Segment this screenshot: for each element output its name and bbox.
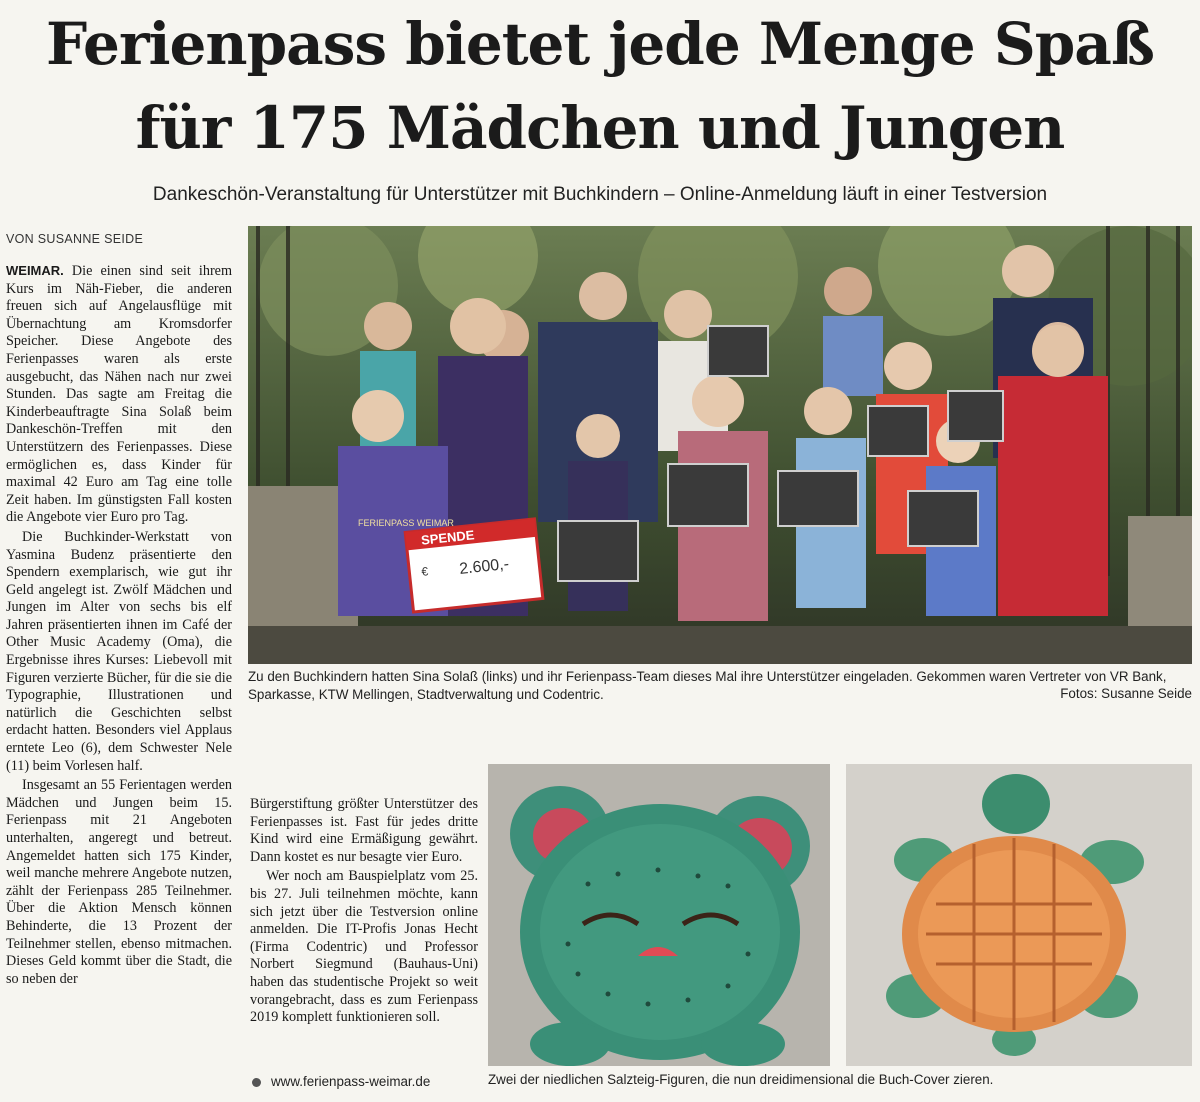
check-amount: 2.600,- (458, 555, 510, 578)
group-photo-illustration (248, 226, 1192, 664)
paragraph-text: Die einen sind seit ihrem Kurs im Näh-Fieber, die anderen freuen sich auf Angelausflüge mit Übernachtung am Kromsdorfer Speicher. Diese Angebote des Ferienpasses waren als erste ausgebucht, das Nähen nach nur zwei Stunden. Das sagte am Freitag die Kinderbeauftragte Sina Solaß beim Dankeschön-Treffen mit den Unterstützern des Ferienpasses. Diese ermöglichen es, dass Kinder für maximal 42 Euro am Tag eine tolle Zeit haben. Im günstigsten Fall kosten die Angebote vier Euro pro Tag. (6, 263, 233, 526)
photo-credit: Fotos: Susanne Seide (1060, 686, 1192, 701)
paragraph: Die Buchkinder-Werkstatt von Yasmina Budenz präsentierte den Spendern exemplarisch, wie gut ihr Geld angelegt ist. Zwölf Mädchen und Jungen im Alter von sechs bis elf Jahren präsentierten ihnen im Café der Other Music Academy (Oma), die Ergebnisse ihres Kurses: Liebevoll mit Figuren verzierte Bücher, für die sie die Typographie, Illustrationen und natürlich die Geschichten selbst erdacht hatten. Besonders viel Applaus erntete Leo (6), dem Schwester Nele (11) beim Vorlesen half. (6, 528, 232, 774)
turtle-figure-photo (846, 764, 1192, 1066)
article-column-2 (250, 796, 478, 1029)
dateline: WEIMAR. (6, 263, 64, 278)
headline-line-1: Ferienpass bietet jede Menge Spaß (46, 10, 1154, 78)
group-photo (248, 226, 1192, 664)
paragraph: Bürgerstiftung größter Unterstützer des Ferienpasses ist. Fast für jedes dritte Kind wird eine Ermäßigung gewährt. Dann kostet es nur besagte vier Euro. (250, 796, 478, 865)
byline: VON SUSANNE SEIDE (6, 232, 144, 246)
donation-check (405, 519, 543, 612)
check-label: SPENDE (420, 527, 476, 548)
shirt-print: FERIENPASS WEIMAR (358, 518, 454, 528)
bullet-icon (252, 1078, 261, 1087)
subheadline: Dankeschön-Veranstaltung für Unterstützer mit Buchkindern – Online-Anmeldung läuft in einer Testversion (152, 184, 1048, 205)
article-column-1 (6, 262, 232, 990)
website-link[interactable] (252, 1074, 430, 1089)
figures-caption: Zwei der niedlichen Salzteig-Figuren, die nun dreidimensional die Buch-Cover zieren. (488, 1072, 994, 1087)
paragraph: Insgesamt an 55 Ferientagen werden Mädchen und Jungen beim 15. Ferienpass mit 21 Angeboten unterhalten, angeregt und betreut. Angemeldet hatten sich 175 Kinder, weil manche mehrere Angebote nutzen, zählt der Ferienpass 285 Teilnehmer. Über die Aktion Mensch können Behinderte, die 13 Prozent der Teilnehmer stellen, ebenso mitmachen. Dieses Geld kommt über die Stadt, die so neben der (6, 777, 232, 987)
bear-figure-illustration (488, 764, 830, 1066)
check-currency: € (420, 564, 429, 579)
website-url[interactable]: www.ferienpass-weimar.de (271, 1074, 431, 1089)
headline-line-2: für 175 Mädchen und Jungen (135, 94, 1065, 162)
bear-figure-photo (488, 764, 830, 1066)
paragraph (6, 262, 232, 527)
paragraph: Wer noch am Bauspielplatz vom 25. bis 27. Juli teilnehmen möchte, kann sich jetzt über die Testversion online anmelden. Die IT-Profis Jonas Hecht (Firma Codentric) und Professor Norbert Siegmund (Bauhaus-Uni) haben das studentische Projekt so weit vorangebracht, dass es zum Ferienpass 2019 komplett funktionieren soll. (250, 868, 478, 1026)
main-photo-caption: Zu den Buchkindern hatten Sina Solaß (links) und ihr Ferienpass-Team dieses Mal ihre Unterstützer eingeladen. Gekommen waren Vertreter von VR Bank, Sparkasse, KTW Mellingen, Stadtverwaltung und Codentric. (248, 669, 1167, 702)
turtle-figure-illustration (846, 764, 1192, 1066)
